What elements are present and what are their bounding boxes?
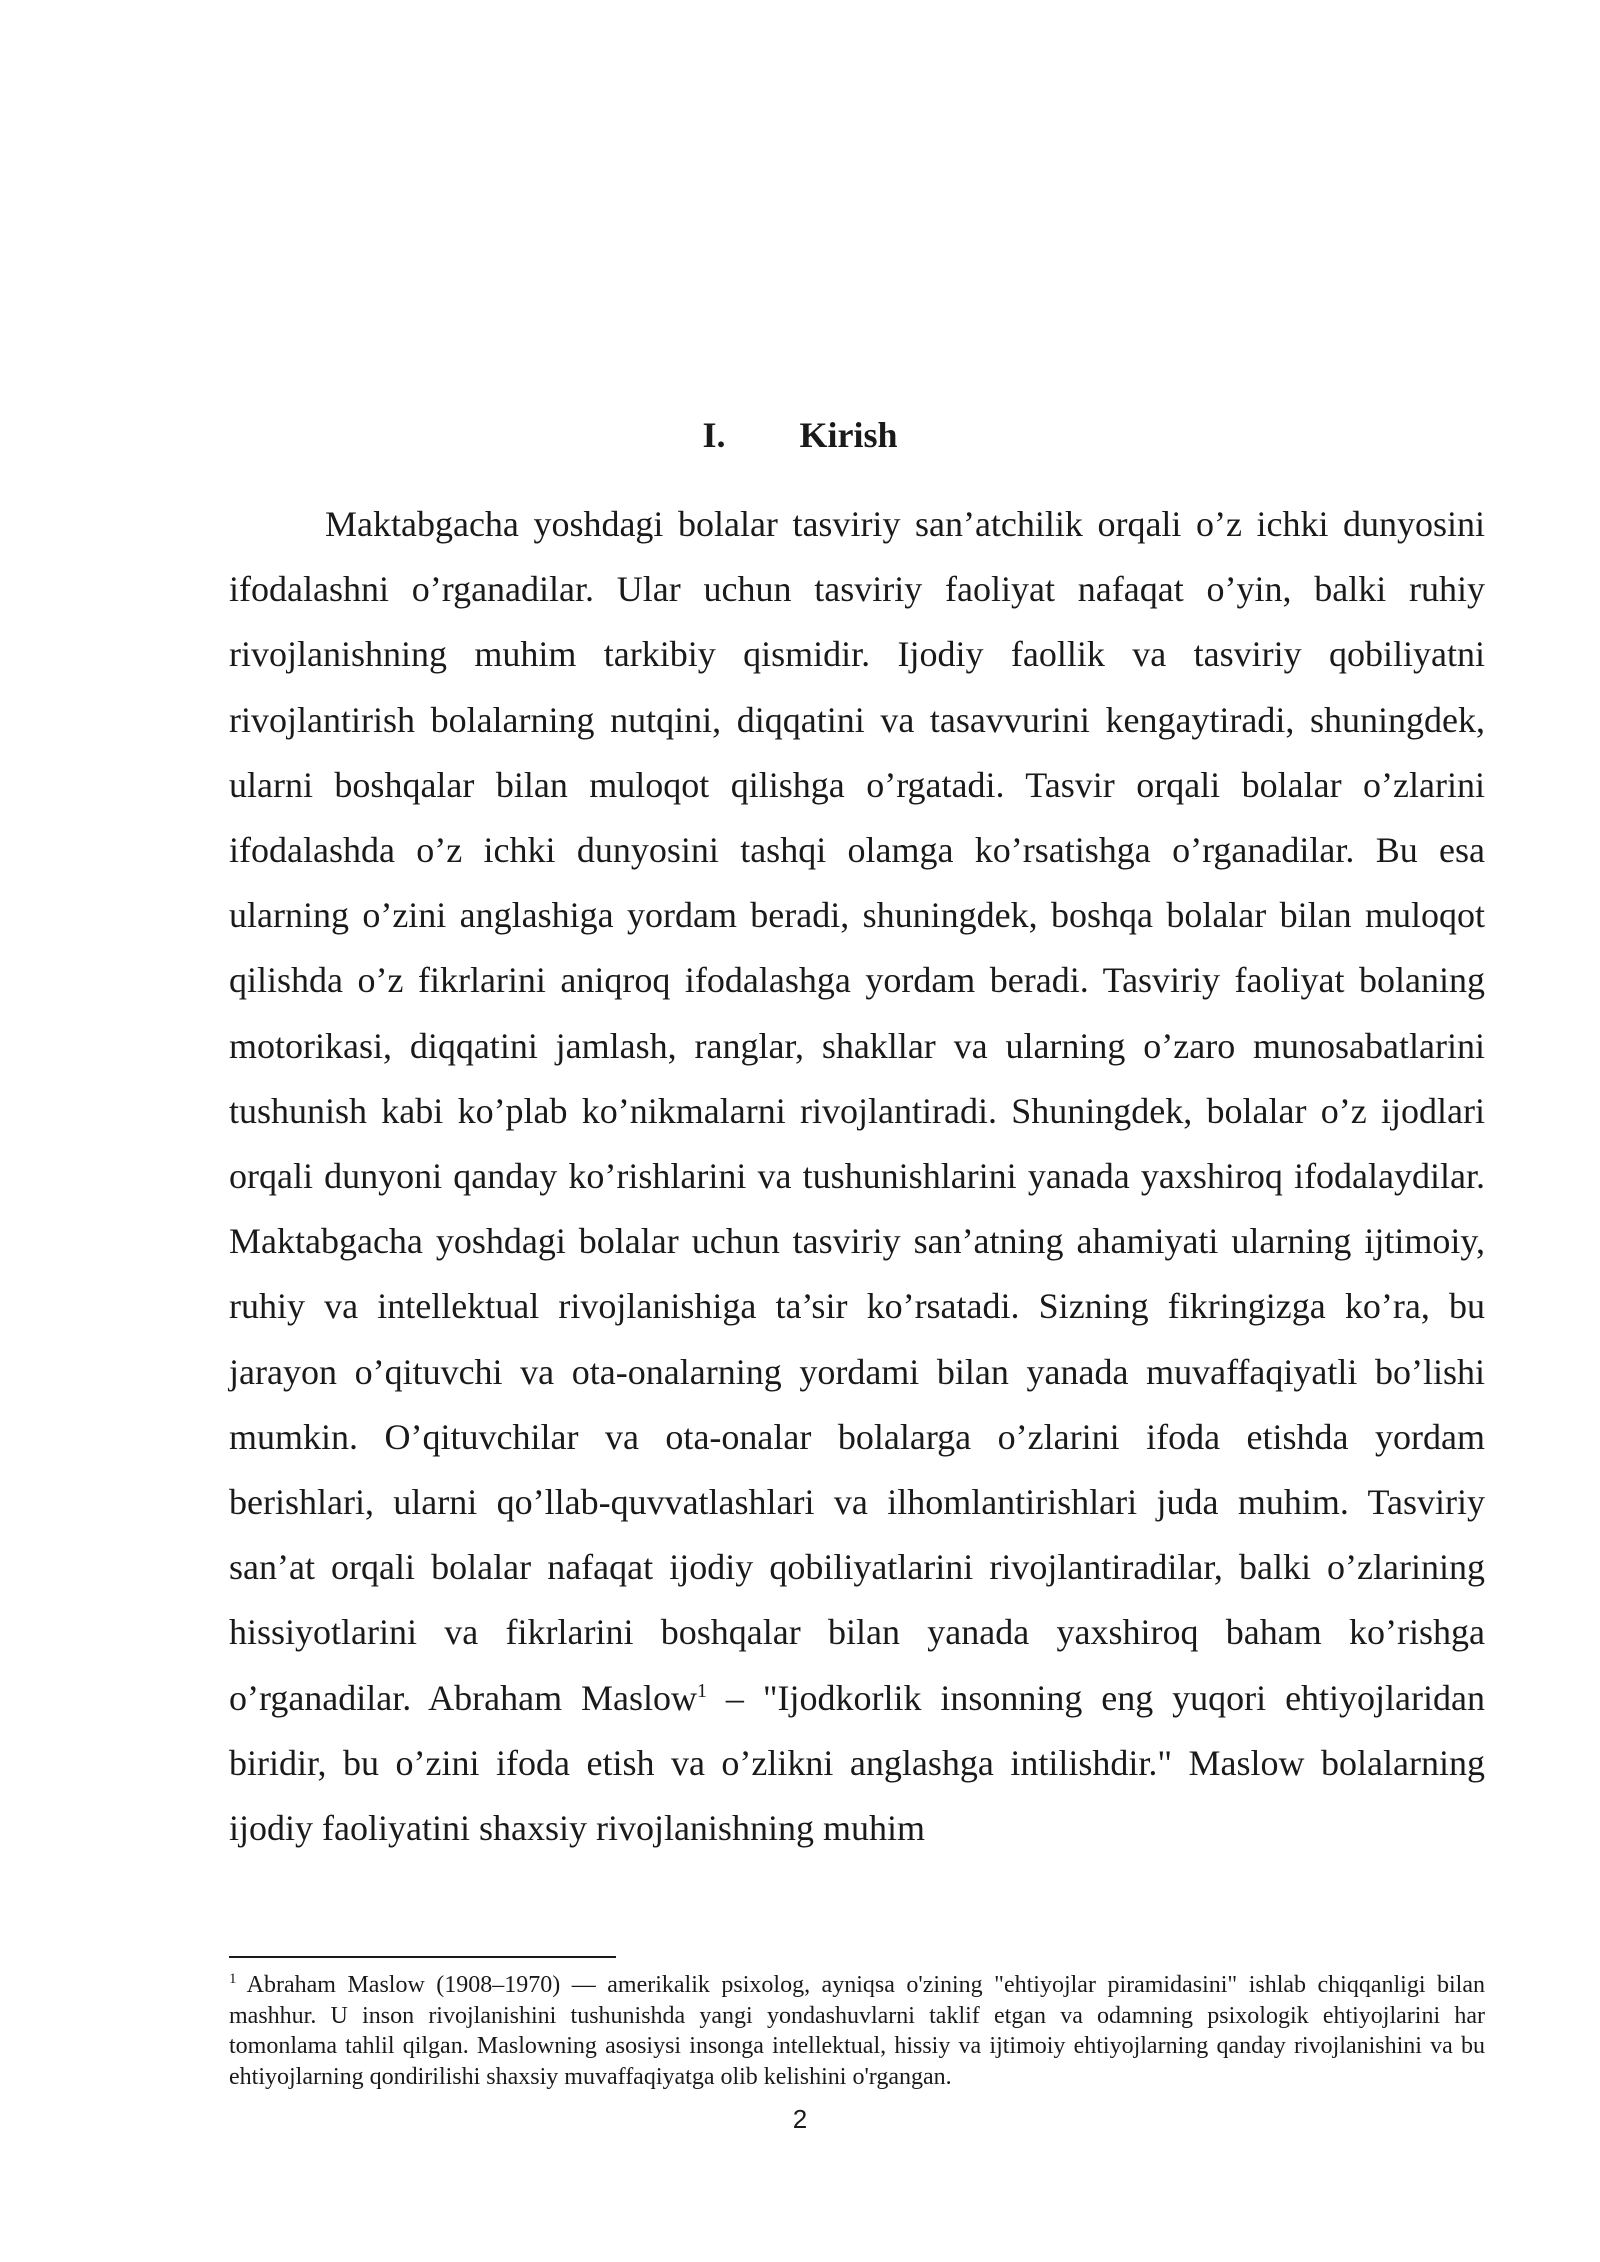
section-number: I. xyxy=(702,415,726,455)
footnote-text: Abraham Maslow (1908–1970) — amerikalik psixolog, ayniqsa o'zining "ehtiyojlar piramidasini" ishlab chiqqanligi bilan mashhur. U inson rivojlanishini tushunishda yangi yondashuvlarni taklif etgan va odamning psixologik ehtiyojlarini har tomonlama tahlil qilgan. Maslowning asosiysi insonga intellektual, hissiy va ijtimoiy ehtiyojlarning qanday rivojlanishini va bu ehtiyojlarning qondirilishi shaxsiy muvaffaqiyatga olib kelishini o'rgangan. xyxy=(229,1972,1485,2090)
body-text-part-2: – "Ijodkorlik insonning eng yuqori ehtiyojlaridan biridir, bu o’zini ifoda etish va o’zlikni anglashga intilishdir." Maslow bolalarning ijodiy faoliyatini shaxsiy rivojlanishning muhim xyxy=(229,1677,1486,1849)
section-heading xyxy=(0,410,1600,460)
body-text-part-1: Maktabgacha yoshdagi bolalar tasviriy san’atchilik orqali o’z ichki dunyosini ifodalashni o’rganadilar. Ular uchun tasviriy faoliyat nafaqat o’yin, balki ruhiy rivojlanishning muhim tarkibiy qismidir. Ijodiy faollik va tasviriy qobiliyatni rivojlantirish bolalarning nutqini, diqqatini va tasavvurini kengaytiradi, shuningdek, ularni boshqalar bilan muloqot qilishga o’rgatadi. Tasvir orqali bolalar o’zlarini ifodalashda o’z ichki dunyosini tashqi olamga ko’rsatishga o’rganadilar. Bu esa ularning o’zini anglashiga yordam beradi, shuningdek, boshqa bolalar bilan muloqot qilishda o’z fikrlarini aniqroq ifodalashga yordam beradi. Tasviriy faoliyat bolaning motorikasi, diqqatini jamlash, ranglar, shakllar va ularning o’zaro munosabatlarini tushunish kabi ko’plab ko’nikmalarni rivojlantiradi. Shuningdek, bolalar o’z ijodlari orqali dunyoni qanday ko’rishlarini va tushunishlarini yanada yaxshiroq ifodalaydilar. Maktabgacha yoshdagi bolalar uchun tasviriy san’atning ahamiyati ularning ijtimoiy, ruhiy va intellektual rivojlanishiga ta’sir ko’rsatadi. Sizning fikringizga ko’ra, bu jarayon o’qituvchi va ota-onalarning yordami bilan yanada muvaffaqiyatli bo’lishi mumkin. O’qituvchilar va ota-onalar bolalarga o’zlarini ifoda etishda yordam berishlari, ularni qo’llab-quvvatlashlari va ilhomlantirishlari juda muhim. Tasviriy san’at orqali bolalar nafaqat ijodiy qobiliyatlarini rivojlantiradilar, balki o’zlarining hissiyotlarini va fikrlarini boshqalar bilan yanada yaxshiroq baham ko’rishga o’rganadilar. Abraham Maslow xyxy=(229,504,1485,1718)
footnote xyxy=(229,1970,1485,2092)
body-paragraph xyxy=(229,492,1485,1861)
footnote-reference: 1 xyxy=(697,1679,708,1702)
footnote-separator xyxy=(229,1956,616,1958)
footnote-marker: 1 xyxy=(229,1971,237,1987)
page-number: 2 xyxy=(792,2104,808,2134)
section-title: Kirish xyxy=(799,415,898,455)
